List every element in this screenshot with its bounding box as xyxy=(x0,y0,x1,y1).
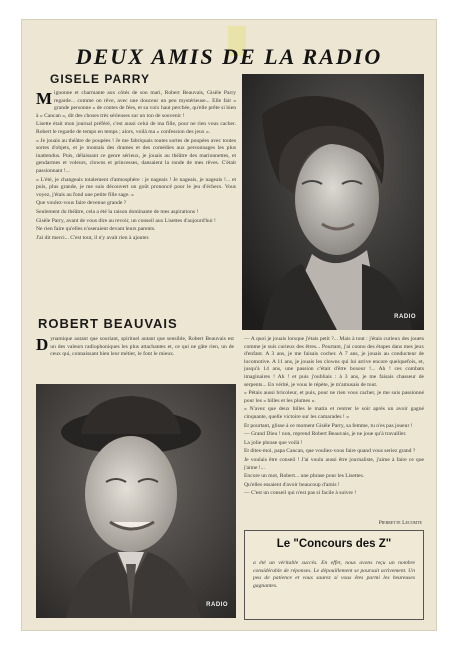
gisele-portrait-illustration xyxy=(242,74,424,330)
gisele-parry-photo xyxy=(242,74,424,330)
author-signature: Pierrette Lecomte xyxy=(378,520,422,526)
robert-heading: ROBERT BEAUVAIS xyxy=(38,316,178,331)
photo-credit: RADIO xyxy=(206,602,228,608)
robert-beauvais-photo xyxy=(36,384,236,618)
gisele-paragraph: Gisèle Parry, avant de vous dire au revoir, un conseil aux Lisettes d'aujourd'hui ! xyxy=(36,217,216,224)
robert-paragraph: — A quoi je jouais lorsque j'étais petit ?... Mais à tout : j'étais curieux des jouets comme je suis curieux des êtres... Pourtant, j'ai connu des étapes dans mes jeux d'enfant. A 3 ans, je me faisais cocher. A 7 ans, je jouais au conducteur de locomotive. A 11 ans, je jouais les clowns qui lui arrive encore quelquefois, et, jusqu'à 14 ans, une passion c'était d'être boxeur !... Ah ! ces combats imaginaires ! Ah ! et puis j'oubliais : à 3 ans, je me faisais chasseur de serpents... En vérité, je vous le répète, je m'amusais de tout. xyxy=(244,336,424,388)
gisele-heading: GISELE PARRY xyxy=(50,72,151,86)
robert-intro xyxy=(36,336,234,378)
robert-paragraph: Et dites-moi, papa Cancan, que vouliez-vous faire quand vous seriez grand ? xyxy=(244,448,416,455)
robert-portrait-illustration xyxy=(36,384,236,618)
contest-body: a été un véritable succès. En effet, nous avons reçu un nombre considérable de réponses. Le dépouillement se poursuit activement. Un peu de patience et vous saurez si vous êtes parmi les heureuses gagnantes. xyxy=(253,560,415,589)
gisele-dropcap: M xyxy=(36,90,53,108)
robert-paragraph: — C'est un conseil qui n'est pas si facile à suivre ! xyxy=(244,490,357,497)
robert-paragraph: Et pourtant, glisse à ce moment Gisèle Parry, sa femme, tu n'es pas joueur ! xyxy=(244,422,413,429)
robert-paragraph: La jolie phrase que voilà ! xyxy=(244,439,303,446)
robert-intro-text: ynamique autant que souriant, spirituel autant que sensible, Robert Beauvais est un des valeurs radiophoniques les plus attachantes et, ce qui ne gâte rien, un de ceux qui, connaissant bien leur métier, le font le mieux. xyxy=(50,336,234,358)
contest-box xyxy=(244,530,424,620)
robert-paragraph: Encore un mot, Robert... une phrase pour les Lisettes. xyxy=(244,473,365,480)
contest-title: Le "Concours des Z" xyxy=(276,538,392,550)
robert-paragraph: — Grand Dieu ! non, reprend Robert Beauvais, je ne joue qu'à travailler. xyxy=(244,431,407,438)
gisele-article xyxy=(36,90,236,322)
gisele-paragraph: Ne rien faire qu'elles n'oseraient devant leurs parents. xyxy=(36,226,156,233)
robert-article xyxy=(244,336,424,522)
robert-paragraph: Je voulais être conseil ! J'ai voulu aussi être journaliste, j'aime à faire ce que j'aime !... xyxy=(244,456,424,471)
gisele-paragraph: Seulement du théâtre, cela a été la raison dominante de mes aspirations ! xyxy=(36,208,199,215)
photo-credit: RADIO xyxy=(394,314,416,320)
gisele-paragraph: « L'été, je changeais totalement d'atmosphère : je nageais ! Je nageais, je nageais !... et puis, plus grande, je me suis découvert un goût prononcé pour le jeu d'échecs. Vous voyez, j'étais au fond une petite fille sage. » xyxy=(36,176,236,198)
gisele-paragraph: « Je jouais au théâtre de poupées ! Je me fabriquais toutes sortes de poupées avec toutes sortes d'objets, et je montais des drames et des comédies aux personnages les plus inattendus. Puis, délaissant ce genre sérieux, je jouais au théâtre des marionnettes, et gendarmes et voleurs, clowns et princesses, dansaient la ronde de mes rêves. C'était passionnant !... xyxy=(36,137,236,174)
gisele-paragraph: ignonne et charmante aux côtés de son mari, Robert Beauvais, Gisèle Parry regarde... comme on rêve, avec une douceur un peu mystérieuse... Elle fait « grande personne » de contes de fées, et sa voix haut perchée, qu'elle prête si bien à « Cancan », dit des choses très sérieuses sur un ton de souvenir ! xyxy=(36,90,236,119)
gisele-paragraph: Que voulez-vous faire devenue grande ? xyxy=(36,200,127,207)
robert-dropcap: D xyxy=(36,336,49,354)
robert-paragraph: « Pétais aussi bricoleur, et puis, pour ne rien vous cacher, je me suis passionné pour les « billes et les plumes ». xyxy=(244,390,424,404)
robert-paragraph: « N'avez que deux billes le matin et rentrer le soir après un avoir gagné cinquante, quelle victoire sur les camarades ! » xyxy=(244,406,424,420)
magazine-page xyxy=(22,20,436,630)
robert-paragraph: Qu'elles essaient d'avoir beaucoup d'amis ! xyxy=(244,481,340,488)
gisele-paragraph: J'ai dit merci... C'est tout, il n'y avait rien à ajouter. xyxy=(36,234,150,241)
page-title: DEUX AMIS DE LA RADIO xyxy=(75,44,383,69)
gisele-paragraph: Lisette était mon journal préféré, c'est aussi celui de ma fille, pour ne rien vous cacher. Robert le regarde de temps en temps ; alors, voilà ma « confession des jeux ». xyxy=(36,121,236,135)
